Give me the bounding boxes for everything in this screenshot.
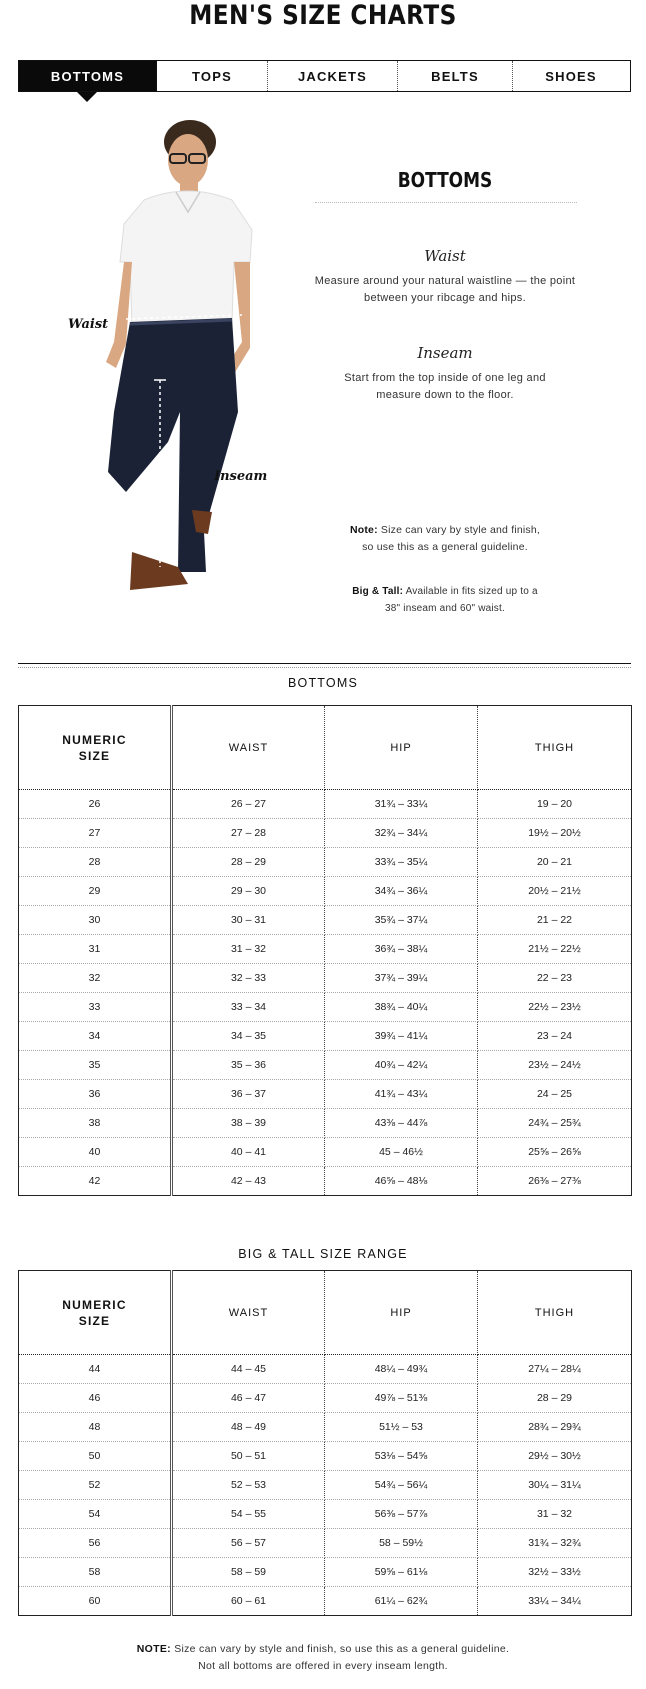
thigh-cell: 24¾ – 25¾: [478, 1109, 632, 1138]
thigh-cell: 20 – 21: [478, 848, 632, 877]
waist-cell: 46 – 47: [172, 1384, 325, 1413]
waist-header: WAIST: [172, 1271, 325, 1355]
numeric-header-line-2: SIZE: [78, 1313, 111, 1328]
numeric-size-cell: 42: [19, 1167, 172, 1196]
info-divider: [315, 202, 577, 203]
footer-line-1: Size can vary by style and finish, so use this as a general guideline.: [174, 1643, 510, 1655]
waist-cell: 27 – 28: [172, 819, 325, 848]
hip-cell: 46⅝ – 48⅛: [325, 1167, 478, 1196]
hip-header: HIP: [325, 706, 478, 790]
big-tall-note: [310, 583, 580, 617]
thigh-cell: 23½ – 24½: [478, 1051, 632, 1080]
numeric-size-header: [19, 1271, 172, 1355]
waist-cell: 36 – 37: [172, 1080, 325, 1109]
table-row: [19, 906, 632, 935]
hip-cell: 35¾ – 37¼: [325, 906, 478, 935]
numeric-size-header: [19, 706, 172, 790]
numeric-size-cell: 58: [19, 1558, 172, 1587]
waist-label: Waist: [68, 317, 109, 332]
hip-cell: 54¾ – 56¼: [325, 1471, 478, 1500]
thigh-header: THIGH: [478, 1271, 632, 1355]
table-row: [19, 1355, 632, 1384]
waist-cell: 35 – 36: [172, 1051, 325, 1080]
numeric-size-cell: 48: [19, 1413, 172, 1442]
numeric-size-cell: 29: [19, 877, 172, 906]
hip-cell: 48¼ – 49¾: [325, 1355, 478, 1384]
numeric-header-line-1: NUMERIC: [62, 1297, 127, 1312]
tab-belts[interactable]: BELTS: [398, 61, 513, 91]
thigh-cell: 23 – 24: [478, 1022, 632, 1051]
page-title: MEN'S SIZE CHARTS: [189, 0, 457, 31]
thigh-cell: 30¼ – 31¼: [478, 1471, 632, 1500]
waist-cell: 28 – 29: [172, 848, 325, 877]
table-row: [19, 1558, 632, 1587]
table-row: [19, 877, 632, 906]
numeric-size-cell: 35: [19, 1051, 172, 1080]
footer-line-2: Not all bottoms are offered in every inseam length.: [198, 1660, 448, 1672]
hip-cell: 58 – 59½: [325, 1529, 478, 1558]
table-row: [19, 790, 632, 819]
waist-info: [310, 247, 580, 307]
numeric-size-cell: 36: [19, 1080, 172, 1109]
model-figure: [92, 112, 272, 642]
bottoms-table-caption: BOTTOMS: [288, 676, 358, 690]
big-tall-table-body: [19, 1355, 632, 1616]
waist-cell: 32 – 33: [172, 964, 325, 993]
numeric-size-cell: 31: [19, 935, 172, 964]
table-row: [19, 1384, 632, 1413]
inseam-heading: Inseam: [417, 344, 473, 362]
hip-cell: 43⅜ – 44⅞: [325, 1109, 478, 1138]
numeric-size-cell: 27: [19, 819, 172, 848]
active-tab-pointer: [77, 92, 97, 102]
inseam-label: Inseam: [214, 469, 268, 484]
table-row: [19, 819, 632, 848]
waist-cell: 42 – 43: [172, 1167, 325, 1196]
table-row: [19, 935, 632, 964]
thigh-cell: 19 – 20: [478, 790, 632, 819]
numeric-size-cell: 60: [19, 1587, 172, 1616]
big-tall-table-caption: BIG & TALL SIZE RANGE: [238, 1247, 408, 1261]
thigh-cell: 26⅜ – 27⅜: [528, 1175, 581, 1187]
thigh-cell: 27¼ – 28¼: [478, 1355, 632, 1384]
big-tall-label: Big & Tall:: [352, 586, 404, 597]
hip-cell: 41¾ – 43¼: [325, 1080, 478, 1109]
thigh-cell: 21½ – 22½: [478, 935, 632, 964]
size-note: [310, 522, 580, 556]
thigh-cell: 25⅝ – 26⅝: [478, 1138, 632, 1167]
bottoms-size-table: [18, 705, 632, 1196]
waist-description: [310, 273, 580, 307]
table-row: [19, 1529, 632, 1558]
numeric-header-line-1: NUMERIC: [62, 732, 127, 747]
table-row: [19, 1413, 632, 1442]
hip-cell: 53⅛ – 54⅝: [325, 1442, 478, 1471]
size-chart-tabs: [18, 60, 631, 92]
hip-cell: 59⅝ – 61⅛: [325, 1558, 478, 1587]
info-title: BOTTOMS: [397, 168, 493, 192]
thigh-header: THIGH: [478, 706, 632, 790]
table-row: [19, 1471, 632, 1500]
hip-cell: 39¾ – 41¼: [325, 1022, 478, 1051]
thigh-cell: 28¾ – 29¾: [478, 1413, 632, 1442]
thigh-cell: 19½ – 20½: [478, 819, 632, 848]
thigh-cell: 29½ – 30½: [478, 1442, 632, 1471]
table-row: [19, 1138, 632, 1167]
numeric-size-cell: 26: [19, 790, 172, 819]
tab-tops[interactable]: TOPS: [157, 61, 268, 91]
hip-cell: 31¾ – 33¼: [325, 790, 478, 819]
big-tall-size-table: [18, 1270, 632, 1616]
waist-cell: 38 – 39: [172, 1109, 325, 1138]
hip-cell: 51½ – 53: [325, 1413, 478, 1442]
waist-cell: 26 – 27: [172, 790, 325, 819]
note-label: Note:: [349, 524, 378, 536]
footer-note: [0, 1641, 646, 1675]
hip-cell: 36¾ – 38¼: [325, 935, 478, 964]
inseam-description-line-2: measure down to the floor.: [376, 389, 514, 401]
waist-cell: 29 – 30: [172, 877, 325, 906]
thigh-cell: 31¾ – 32¾: [478, 1529, 632, 1558]
thigh-cell: 20½ – 21½: [478, 877, 632, 906]
numeric-size-cell: 52: [19, 1471, 172, 1500]
numeric-size-cell: 32: [19, 964, 172, 993]
table-row: [19, 1167, 632, 1196]
hip-cell: 32¾ – 34¼: [325, 819, 478, 848]
waist-cell: 56 – 57: [172, 1529, 325, 1558]
waist-cell: 33 – 34: [172, 993, 325, 1022]
numeric-size-cell: 28: [19, 848, 172, 877]
tab-jackets[interactable]: JACKETS: [268, 61, 398, 91]
thigh-cell: 22½ – 23½: [478, 993, 632, 1022]
numeric-size-cell: 38: [19, 1109, 172, 1138]
waist-description-line-2: between your ribcage and hips.: [364, 292, 526, 304]
thigh-cell: 32½ – 33½: [478, 1558, 632, 1587]
table-row: [19, 1022, 632, 1051]
waist-cell: 58 – 59: [172, 1558, 325, 1587]
hip-cell: 37¾ – 39¼: [325, 964, 478, 993]
numeric-size-cell: 46: [19, 1384, 172, 1413]
inseam-description: [310, 370, 580, 404]
waist-cell: 30 – 31: [172, 906, 325, 935]
hip-cell: 40¾ – 42¼: [325, 1051, 478, 1080]
table-row: [19, 1500, 632, 1529]
numeric-size-cell: 40: [19, 1138, 172, 1167]
tab-bottoms[interactable]: BOTTOMS: [19, 61, 157, 91]
section-divider-dotted: [18, 667, 631, 668]
numeric-size-cell: 34: [19, 1022, 172, 1051]
hip-cell: 49⅞ – 51⅜: [325, 1384, 478, 1413]
waist-cell: 44 – 45: [172, 1355, 325, 1384]
waist-header: WAIST: [172, 706, 325, 790]
tab-shoes[interactable]: SHOES: [545, 68, 597, 84]
hip-cell: 45 – 46½: [325, 1138, 478, 1167]
big-tall-text-line-1: Available in fits sized up to a: [405, 586, 538, 597]
waist-cell: 54 – 55: [172, 1500, 325, 1529]
thigh-cell: 33¼ – 34¼: [528, 1595, 581, 1607]
hip-cell: 56⅜ – 57⅞: [325, 1500, 478, 1529]
section-divider: [18, 663, 631, 664]
waist-cell: 60 – 61: [172, 1587, 325, 1616]
table-row: [19, 993, 632, 1022]
numeric-size-cell: 56: [19, 1529, 172, 1558]
waist-heading: Waist: [424, 247, 466, 265]
thigh-cell: 21 – 22: [478, 906, 632, 935]
footer-note-label: NOTE:: [136, 1643, 171, 1655]
thigh-cell: 28 – 29: [478, 1384, 632, 1413]
numeric-size-cell: 50: [19, 1442, 172, 1471]
thigh-cell: 31 – 32: [478, 1500, 632, 1529]
inseam-info: [310, 344, 580, 404]
bottoms-table-body: [19, 790, 632, 1196]
hip-cell: 38¾ – 40¼: [325, 993, 478, 1022]
note-text-line-2: so use this as a general guideline.: [362, 541, 528, 553]
waist-cell: 52 – 53: [172, 1471, 325, 1500]
numeric-header-line-2: SIZE: [78, 748, 111, 763]
thigh-cell: 24 – 25: [478, 1080, 632, 1109]
waist-cell: 34 – 35: [172, 1022, 325, 1051]
hip-cell: 33¾ – 35¼: [325, 848, 478, 877]
waist-cell: 50 – 51: [172, 1442, 325, 1471]
waist-cell: 40 – 41: [172, 1138, 325, 1167]
table-row: [19, 1587, 632, 1616]
table-row: [19, 964, 632, 993]
numeric-size-cell: 44: [19, 1355, 172, 1384]
table-row: [19, 848, 632, 877]
note-text-line-1: Size can vary by style and finish,: [380, 524, 541, 536]
waist-cell: 48 – 49: [172, 1413, 325, 1442]
hip-header: HIP: [325, 1271, 478, 1355]
waist-cell: 31 – 32: [172, 935, 325, 964]
numeric-size-cell: 54: [19, 1500, 172, 1529]
big-tall-text-line-2: 38" inseam and 60" waist.: [385, 603, 505, 614]
hip-cell: 61¼ – 62¾: [325, 1587, 478, 1616]
table-row: [19, 1442, 632, 1471]
table-row: [19, 1080, 632, 1109]
table-row: [19, 1051, 632, 1080]
table-row: [19, 1109, 632, 1138]
inseam-description-line-1: Start from the top inside of one leg and: [344, 372, 546, 384]
thigh-cell: 22 – 23: [478, 964, 632, 993]
numeric-size-cell: 33: [19, 993, 172, 1022]
numeric-size-cell: 30: [19, 906, 172, 935]
hip-cell: 34¾ – 36¼: [325, 877, 478, 906]
waist-description-line-1: Measure around your natural waistline — the point: [314, 275, 576, 287]
